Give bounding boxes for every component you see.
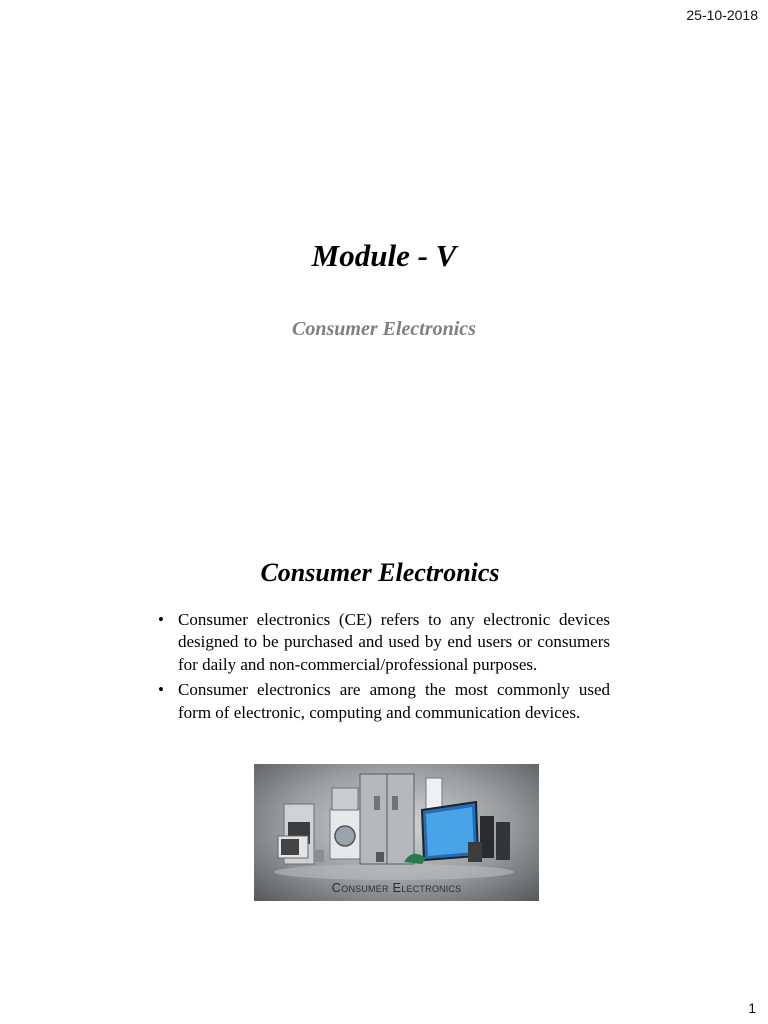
module-title: Module - V	[311, 238, 457, 273]
bullet-list	[155, 609, 610, 727]
speaker-icon	[480, 816, 494, 858]
bullet-text: Consumer electronics are among the most commonly used form of electronic, computing and communication devices.	[178, 680, 610, 722]
bullet-icon: •	[158, 680, 164, 700]
bullet-item	[155, 679, 610, 724]
header-date: 25-10-2018	[686, 7, 758, 23]
section-title: Consumer Electronics	[260, 558, 500, 587]
image-caption: Consumer Electronics	[331, 880, 462, 895]
bullet-text: Consumer electronics (CE) refers to any electronic devices designed to be purchased and used by end users or consumers for daily and non-commercial/professional purposes.	[178, 610, 610, 674]
bullet-item	[155, 609, 610, 676]
module-subtitle: Consumer Electronics	[292, 318, 476, 340]
page-number: 1	[748, 1000, 756, 1016]
consumer-electronics-image	[254, 764, 539, 901]
bullet-icon: •	[158, 610, 164, 629]
